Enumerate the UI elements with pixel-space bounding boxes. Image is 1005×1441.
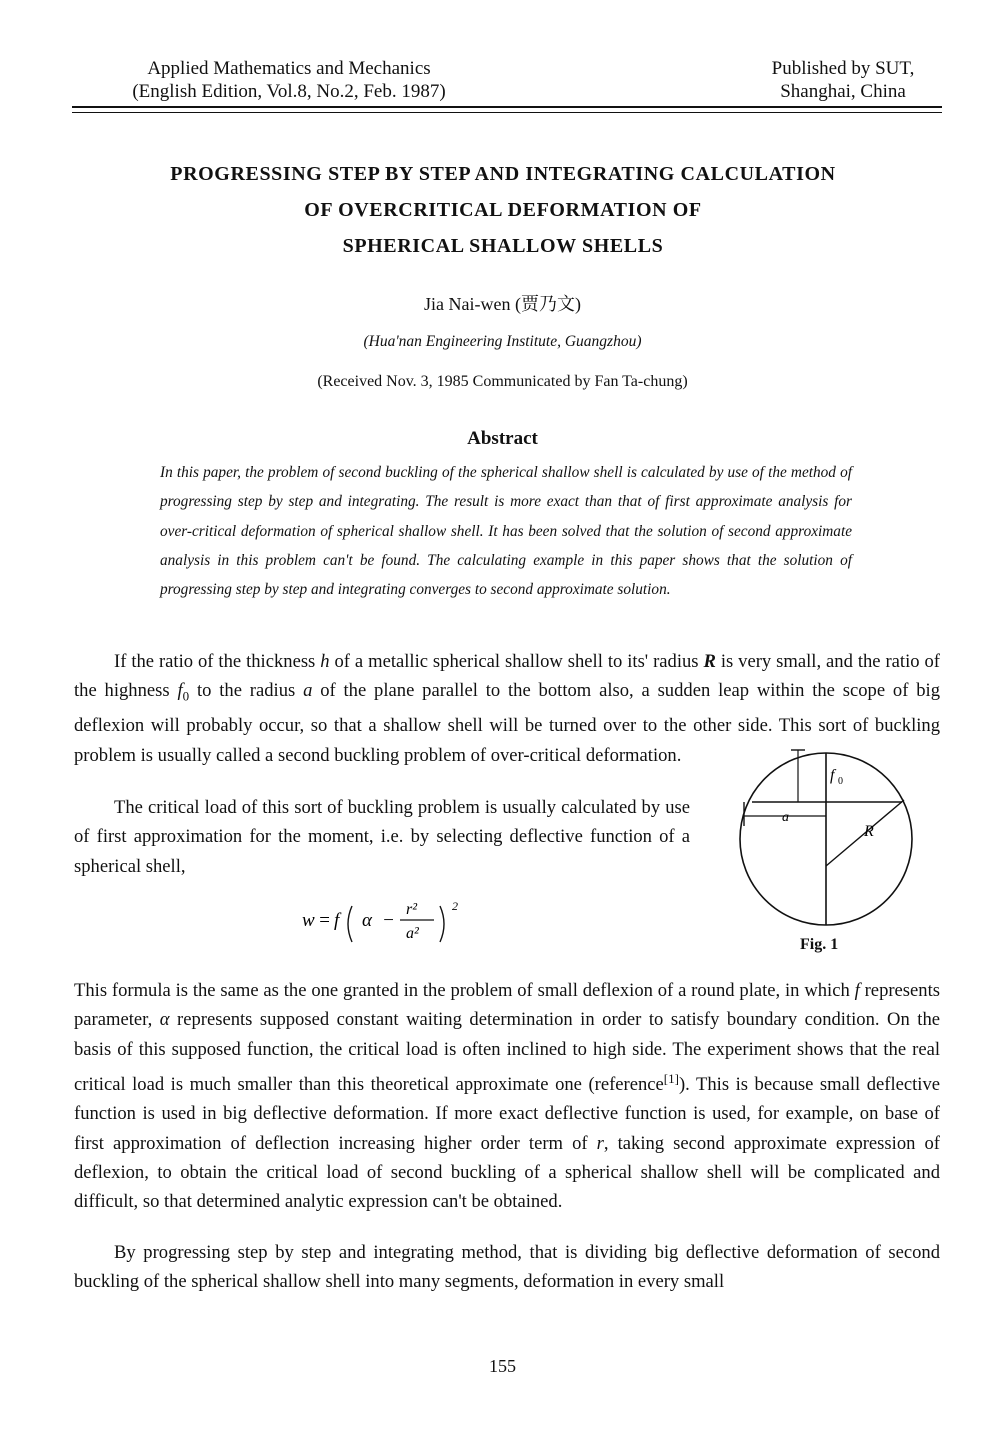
p1-text-a: If the ratio of the thickness bbox=[114, 651, 321, 672]
symbol-f-subscript: 0 bbox=[182, 689, 190, 705]
journal-edition: (English Edition, Vol.8, No.2, Feb. 1987) bbox=[132, 81, 446, 102]
paper-title bbox=[70, 156, 936, 264]
p3-text-c: represents supposed constant waiting determination in order to satisfy boundary condition. On the basis of this supposed function, the critical load is often inclined to high side. The experiment shows that the real critical load is much smaller than this theoretical approximate one (reference bbox=[74, 1009, 941, 1096]
symbol-f-param: f bbox=[854, 980, 860, 1001]
publisher-line2: Shanghai, China bbox=[780, 81, 906, 102]
label-R: R bbox=[864, 823, 874, 840]
publisher-line1: Published by SUT, bbox=[771, 58, 915, 79]
paragraph-2: The critical load of this sort of buckling problem is usually calculated by use of first approximation for the moment, i.e. by selecting deflective function of a spherical shell, bbox=[74, 797, 690, 877]
paragraph-3 bbox=[74, 976, 940, 1217]
title-line-3: SPHERICAL SHALLOW SHELLS bbox=[342, 235, 664, 257]
symbol-R: R bbox=[703, 651, 716, 672]
reference-marker: [1] bbox=[663, 1070, 679, 1086]
formula-minus: − bbox=[382, 910, 395, 931]
title-line-1: PROGRESSING STEP BY STEP AND INTEGRATING CALCULATION bbox=[170, 163, 836, 185]
symbol-a: a bbox=[303, 680, 313, 702]
symbol-f: f bbox=[177, 680, 183, 702]
formula-right-paren bbox=[440, 906, 444, 942]
journal-header bbox=[74, 57, 504, 103]
deflection-formula bbox=[300, 886, 480, 946]
p1-text-e: of the plane parallel to the bottom also, a sudden leap within the scope of big deflexion will probably occur, so that a shallow shell will be turned over to the other side. This sort of buckling problem is usually called a second buckling problem of over-critical deformation. bbox=[74, 680, 940, 766]
formula-w: w bbox=[302, 910, 315, 931]
p1-text-c: is very small, and the ratio of the highness bbox=[74, 651, 940, 702]
title-line-2: OF OVERCRITICAL DEFORMATION OF bbox=[304, 199, 702, 221]
formula-equals: = bbox=[318, 910, 331, 931]
formula-left-paren bbox=[348, 906, 352, 942]
received-date: (Received Nov. 3, 1985 Communicated by Fan Ta-chung) bbox=[317, 373, 688, 390]
formula-alpha: α bbox=[362, 910, 372, 931]
label-f0-subscript: 0 bbox=[838, 776, 843, 787]
label-a: a bbox=[782, 810, 789, 825]
formula-denominator: a² bbox=[406, 925, 419, 942]
page-number: 155 bbox=[489, 1356, 516, 1376]
p3-text-b: represents parameter, bbox=[74, 980, 940, 1031]
author: Jia Nai-wen (贾乃文) bbox=[424, 294, 581, 314]
symbol-h: h bbox=[320, 651, 330, 672]
figure-caption: Fig. 1 bbox=[800, 936, 839, 953]
publisher-header bbox=[748, 57, 938, 103]
abstract-heading: Abstract bbox=[467, 428, 538, 449]
formula-exponent: 2 bbox=[452, 899, 458, 913]
formula-f: f bbox=[334, 910, 340, 931]
formula-numerator: r² bbox=[406, 901, 418, 918]
header-rule-thick bbox=[72, 106, 942, 108]
abstract-text: In this paper, the problem of second buckling of the spherical shallow shell is calculated by use of the method of progressing step by step and integrating. The result is more exact than that of first approximate analysis for over-critical deformation of spherical shallow shell. It has been solved that the solution of second approximate analysis in this problem can't be found. The calculating example in this paper shows that the solution of progressing step by step and integrating converges to second approximate solution. bbox=[160, 464, 852, 599]
figure-1-diagram bbox=[730, 744, 930, 930]
journal-name: Applied Mathematics and Mechanics bbox=[147, 58, 431, 79]
label-f0: f bbox=[830, 767, 835, 784]
p1-text-d: to the radius bbox=[189, 680, 304, 702]
p3-text-d: ). This is because small deflective function is used in big deflective deformation. If more exact deflective function is used, for example, on base of first approximation of deflection increasing higher order term of bbox=[74, 1074, 941, 1154]
symbol-r: r bbox=[596, 1132, 604, 1154]
paragraph-4: By progressing step by step and integrating method, that is dividing big deflective deformation of second buckling of the spherical shallow shell into many segments, deformation in every small bbox=[74, 1242, 940, 1293]
p3-text-a: This formula is the same as the one granted in the problem of small deflexion of a round plate, in which bbox=[74, 980, 855, 1001]
affiliation: (Hua'nan Engineering Institute, Guangzhou) bbox=[363, 333, 642, 350]
p3-text-e: , taking second approximate expression of deflexion, to obtain the critical load of second buckling of a spherical shallow shell will be complicated and difficult, so that determined analytic expression can't be obtained. bbox=[74, 1132, 940, 1213]
symbol-alpha: α bbox=[159, 1009, 170, 1031]
formula-svg bbox=[300, 886, 480, 946]
header-rule-thin bbox=[72, 112, 942, 113]
p1-text-b: of a metallic spherical shallow shell to its' radius bbox=[329, 651, 704, 672]
